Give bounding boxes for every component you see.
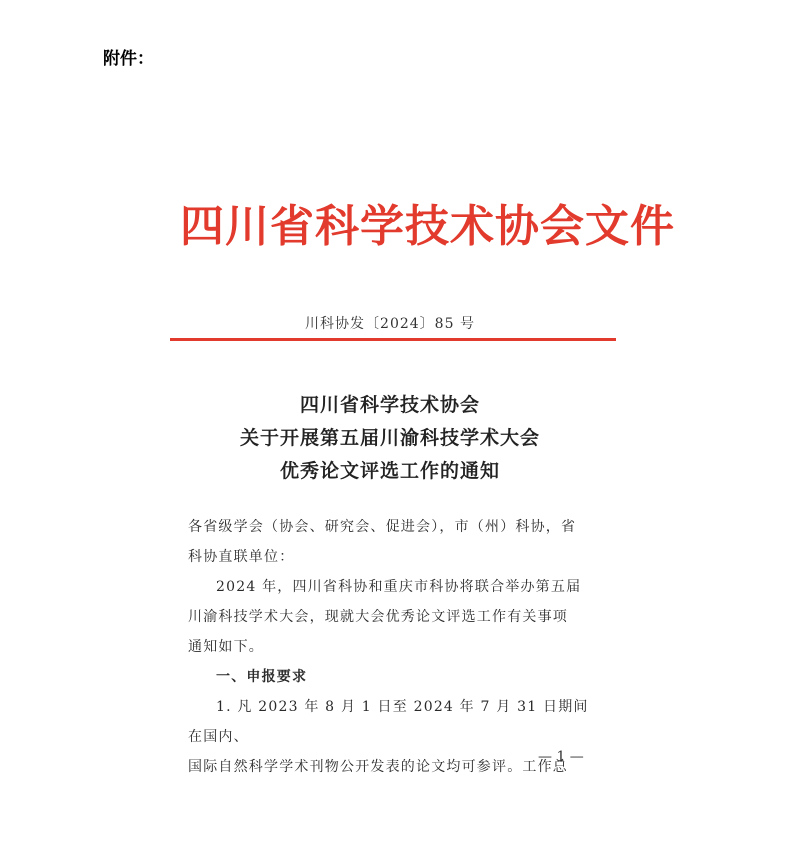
document-number: 川科协发〔2024〕85 号 bbox=[305, 316, 475, 332]
intro-line: 通知如下。 bbox=[188, 639, 264, 655]
notice-title bbox=[170, 389, 610, 488]
intro-line: 2024 年，四川省科协和重庆市科协将联合举办第五届 bbox=[216, 579, 582, 595]
item-line: 国际自然科学学术刊物公开发表的论文均可参评。工作总 bbox=[188, 759, 568, 775]
addressee-line: 科协直联单位： bbox=[188, 549, 295, 565]
header-divider bbox=[170, 338, 616, 341]
section-heading: 一、申报要求 bbox=[216, 669, 308, 685]
notice-body bbox=[188, 512, 593, 782]
title-line: 关于开展第五届川渝科技学术大会 bbox=[239, 427, 540, 449]
title-line: 四川省科学技术协会 bbox=[299, 394, 480, 416]
document-header: 四川省科学技术协会文件 bbox=[180, 201, 675, 252]
attachment-label: 附件： bbox=[103, 49, 154, 69]
addressee-line: 各省级学会（协会、研究会、促进会），市（州）科协，省 bbox=[188, 519, 577, 535]
title-line: 优秀论文评选工作的通知 bbox=[279, 460, 500, 482]
intro-line: 川渝科技学术大会，现就大会优秀论文评选工作有关事项 bbox=[188, 609, 568, 625]
item-line: 1. 凡 2023 年 8 月 1 日至 2024 年 7 月 31 日期间在国内、 bbox=[188, 699, 589, 745]
page-number: — 1 — bbox=[538, 749, 584, 765]
